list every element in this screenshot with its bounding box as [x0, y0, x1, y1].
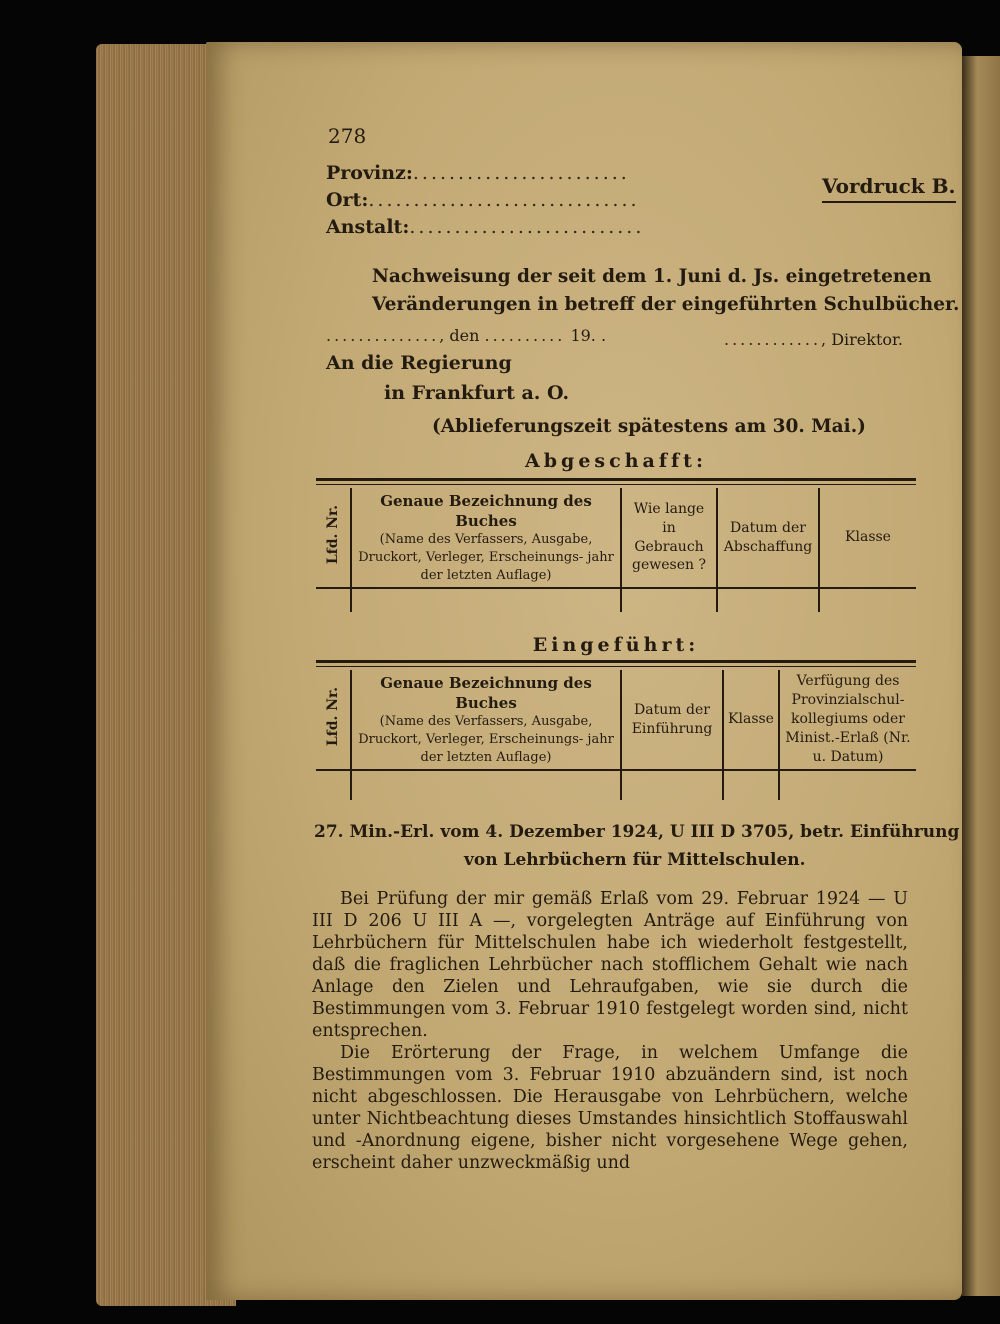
paragraph-1: Bei Prüfung der mir gemäß Erlaß vom 29. Februar 1924 — U III D 206 U III A —, vorgelegten Anträge auf Einführung von Lehrbüchern für Mittelschulen habe ich wiederholt festgestellt, daß die fraglichen Lehrbücher nach stofflichem Gehalt wie nach Anlage den Zielen und Lehraufgaben, wie sie durch die Bestimmungen vom 3. Februar 1910 festgelegt worden sind, nicht entsprechen. — [312, 889, 908, 1041]
col-class: Klasse — [723, 670, 779, 770]
field-dots: .............................. — [368, 189, 640, 211]
table-header-row — [316, 488, 916, 588]
den-text: , den — [439, 326, 480, 345]
empty-cell — [723, 770, 779, 800]
table-header-row — [316, 670, 916, 770]
form-field-anstalt — [326, 216, 644, 238]
empty-cell — [351, 588, 621, 612]
rule — [316, 666, 916, 667]
col-class: Klasse — [819, 488, 916, 588]
field-label: Anstalt: — [326, 216, 410, 238]
col-book-title: Genaue Bezeichnung des Buches — [380, 673, 592, 713]
form-title-line1: Nachweisung der seit dem 1. Juni d. Js. eingetretenen — [372, 266, 932, 287]
form-id-label: Vordruck B. — [822, 174, 956, 203]
section-heading-line2: von Lehrbüchern für Mittelschulen. — [464, 850, 806, 870]
col-book-subtitle: (Name des Verfassers, Ausgabe, Druckort, Verleger, Erscheinungs- jahr der letzten Auflage) — [358, 532, 614, 583]
address-line2: in Frankfurt a. O. — [384, 382, 570, 404]
next-page-edge — [962, 56, 1000, 1296]
empty-cell — [621, 770, 723, 800]
director-text: , Direktor. — [821, 330, 903, 349]
rule — [316, 478, 916, 481]
director-line — [724, 330, 903, 349]
col-duration: Wie lange in Gebrauch gewesen ? — [621, 488, 717, 588]
table-empty-row — [316, 770, 916, 800]
col-decree: Verfügung des Provinzialschul- kollegiums oder Minist.-Erlaß (Nr. u. Datum) — [779, 670, 916, 770]
body-text — [312, 888, 908, 1174]
empty-cell — [819, 588, 916, 612]
col-book — [351, 488, 621, 588]
table-eingefuehrt — [316, 670, 916, 800]
page-number: 278 — [328, 124, 367, 148]
form-field-provinz — [326, 162, 630, 184]
col-book — [351, 670, 621, 770]
dots: ............ — [724, 330, 822, 349]
table-abgeschafft — [316, 488, 916, 612]
table1-heading: Abgeschafft: — [525, 450, 707, 472]
field-dots: .......................... — [409, 216, 645, 238]
section-heading-line1: 27. Min.-Erl. vom 4. Dezember 1924, U III D 3705, betr. Einführung — [314, 822, 960, 842]
col-book-subtitle: (Name des Verfassers, Ausgabe, Druckort, Verleger, Erscheinungs- jahr der letzten Auflage) — [358, 714, 614, 765]
address-line1: An die Regierung — [326, 352, 512, 374]
dots: .......... — [484, 326, 566, 345]
empty-cell — [351, 770, 621, 800]
form-title-line2: Veränderungen in betreff der eingeführten Schulbücher. — [372, 294, 960, 315]
deadline-note: (Ablieferungszeit spätestens am 30. Mai.) — [432, 416, 866, 437]
field-dots: ........................ — [412, 162, 630, 184]
field-label: Ort: — [326, 189, 369, 211]
empty-cell — [621, 588, 717, 612]
empty-cell — [316, 770, 351, 800]
col-book-title: Genaue Bezeichnung des Buches — [380, 491, 592, 531]
year-text: 19. . — [570, 326, 607, 345]
col-lfd-nr: Lfd. Nr. — [316, 488, 351, 588]
empty-cell — [316, 588, 351, 612]
date-line — [326, 326, 606, 345]
field-label: Provinz: — [326, 162, 413, 184]
table2-heading: Eingeführt: — [532, 634, 700, 656]
col-lfd-nr: Lfd. Nr. — [316, 670, 351, 770]
empty-cell — [717, 588, 819, 612]
paragraph-2: Die Erörterung der Frage, in welchem Umfange die Bestimmungen vom 3. Februar 1910 abzuändern sind, ist noch nicht abgeschlossen. Die Herausgabe von Lehrbüchern, welche unter Nichtbeachtung dieses Umstandes hinsichtlich Stoffauswahl und -Anordnung eigene, bisher nicht vorgesehene Wege gehen, erscheint daher unzweckmäßig und — [312, 1043, 908, 1173]
col-date: Datum der Abschaffung — [717, 488, 819, 588]
rule — [316, 484, 916, 485]
form-field-ort — [326, 189, 640, 211]
rule — [316, 660, 916, 663]
dots: .............. — [326, 326, 440, 345]
empty-cell — [779, 770, 916, 800]
col-date: Datum der Einführung — [621, 670, 723, 770]
table-empty-row — [316, 588, 916, 612]
